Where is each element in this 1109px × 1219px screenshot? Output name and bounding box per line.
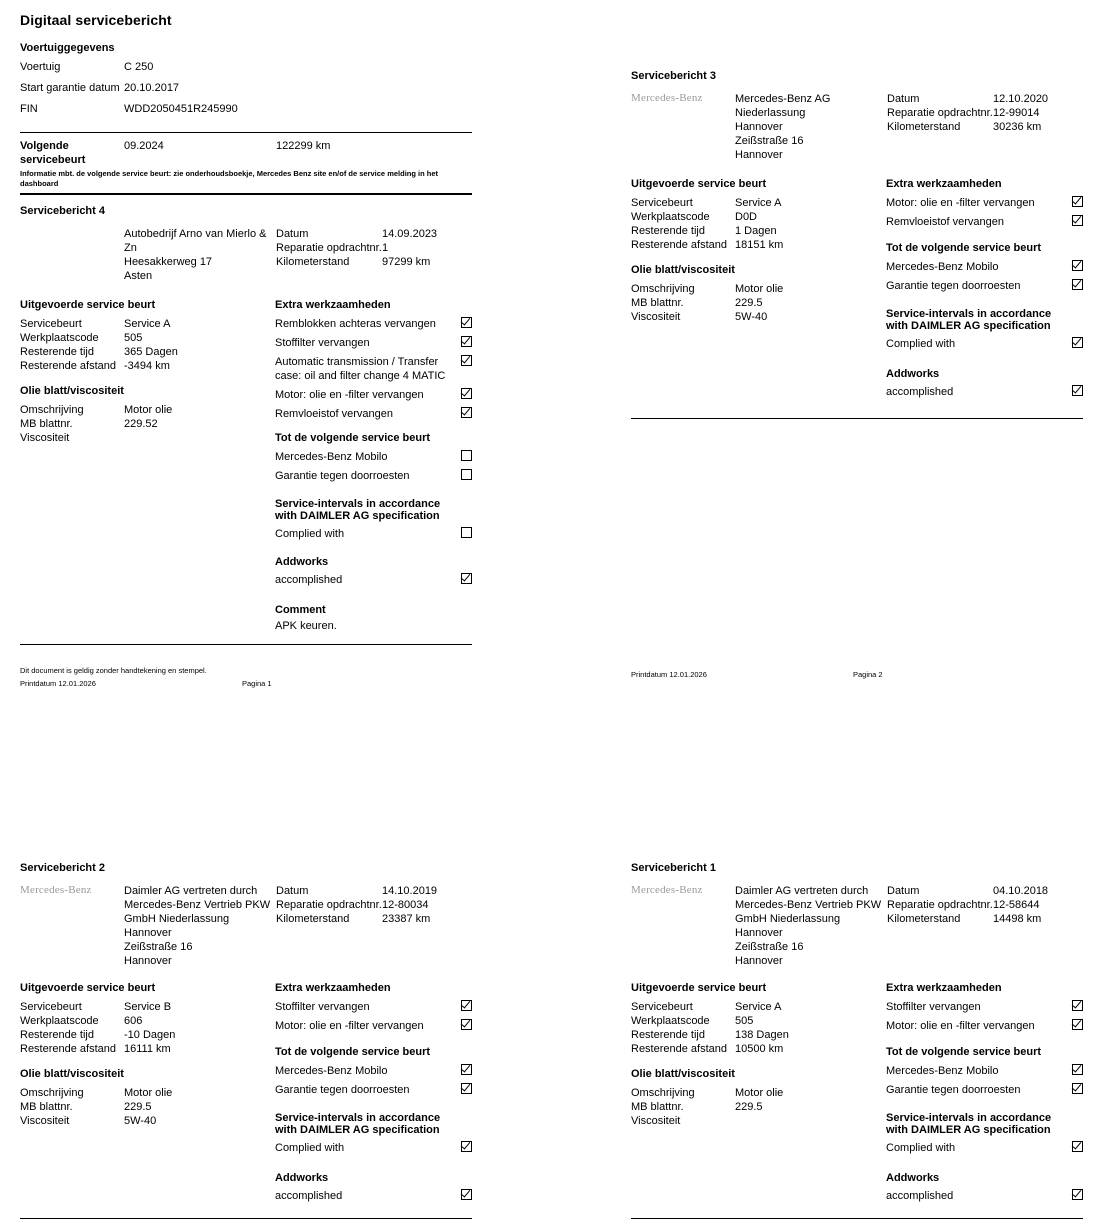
until-next-label: Mercedes-Benz Mobilo bbox=[275, 1065, 388, 1077]
report-2-heading: Servicebericht 2 bbox=[20, 862, 105, 874]
checkbox-checked[interactable] bbox=[1072, 215, 1083, 226]
report-1-oil-sheet: 229.5 bbox=[735, 1101, 763, 1113]
report-1-remaining-distance: 10500 km bbox=[735, 1043, 784, 1055]
complied-with-label: Complied with bbox=[275, 528, 345, 540]
report-2 bbox=[20, 862, 472, 1219]
spec-heading: Service-intervals in accordance with DAIMLER AG specification bbox=[886, 1112, 1052, 1136]
oil-description-label: Omschrijving bbox=[631, 1087, 695, 1099]
checkbox-checked[interactable] bbox=[1072, 279, 1083, 290]
until-next-heading: Tot de volgende service beurt bbox=[275, 1046, 431, 1058]
address-line: Mercedes-Benz AG Niederlassung bbox=[735, 93, 831, 119]
report-4-order-no: 1 bbox=[382, 242, 389, 254]
remaining-distance-label: Resterende afstand bbox=[631, 1043, 728, 1055]
until-next-label: Garantie tegen doorroesten bbox=[275, 470, 410, 482]
report-3-header bbox=[631, 92, 1083, 162]
extra-work-item bbox=[275, 1019, 472, 1033]
checkbox-unchecked[interactable] bbox=[461, 527, 472, 538]
report-1-order-no: 12-58644 bbox=[993, 899, 1040, 911]
report-3-odometer: 30236 km bbox=[993, 121, 1042, 133]
report-2-remaining-distance: 16111 km bbox=[124, 1043, 171, 1055]
accomplished-item bbox=[275, 1189, 472, 1203]
service-type-label: Servicebeurt bbox=[20, 1001, 82, 1013]
report-4-date: 14.09.2023 bbox=[382, 228, 438, 240]
extra-work-item bbox=[275, 317, 472, 331]
remaining-distance-label: Resterende afstand bbox=[20, 360, 117, 372]
checkbox-checked[interactable] bbox=[1072, 337, 1083, 348]
validity-note: Dit document is geldig zonder handtekening en stempel. bbox=[20, 666, 207, 675]
address-line: Asten bbox=[124, 270, 153, 282]
checkbox-checked[interactable] bbox=[461, 1083, 472, 1094]
odometer-label: Kilometerstand bbox=[887, 121, 961, 133]
order-no-label: Reparatie opdrachtnr. bbox=[887, 899, 993, 911]
extra-work-label: Remvloeistof vervangen bbox=[275, 408, 394, 420]
page-1-footer bbox=[20, 666, 472, 688]
performed-heading: Uitgevoerde service beurt bbox=[631, 982, 767, 994]
report-1 bbox=[631, 862, 1083, 1219]
remaining-time-label: Resterende tijd bbox=[631, 225, 705, 237]
complied-with-label: Complied with bbox=[886, 338, 956, 350]
checkbox-checked[interactable] bbox=[1072, 1141, 1083, 1152]
remaining-time-label: Resterende tijd bbox=[20, 346, 94, 358]
date-label: Datum bbox=[276, 885, 309, 897]
address-line: Daimler AG vertreten durch bbox=[124, 885, 258, 897]
remaining-distance-label: Resterende afstand bbox=[20, 1043, 117, 1055]
address-line: Mercedes-Benz Vertrieb PKW bbox=[735, 899, 882, 911]
checkbox-unchecked[interactable] bbox=[461, 450, 472, 461]
checkbox-checked[interactable] bbox=[461, 1064, 472, 1075]
checkbox-checked[interactable] bbox=[461, 573, 472, 584]
until-next-heading: Tot de volgende service beurt bbox=[886, 242, 1042, 254]
until-next-heading: Tot de volgende service beurt bbox=[275, 432, 431, 444]
remaining-time-label: Resterende tijd bbox=[20, 1029, 94, 1041]
mb-sheet-label: MB blattnr. bbox=[20, 418, 73, 430]
extra-work-item bbox=[275, 1000, 472, 1014]
service-type-label: Servicebeurt bbox=[631, 1001, 693, 1013]
report-3-address bbox=[735, 92, 887, 162]
divider bbox=[631, 418, 1083, 419]
remaining-time-label: Resterende tijd bbox=[631, 1029, 705, 1041]
report-1-address bbox=[735, 884, 887, 968]
report-1-date: 04.10.2018 bbox=[993, 885, 1049, 897]
viscosity-label: Viscositeit bbox=[20, 432, 70, 444]
report-1-service-type: Service A bbox=[735, 1001, 782, 1013]
report-3-remaining-distance: 18151 km bbox=[735, 239, 784, 251]
report-4-oil-viscosity bbox=[124, 431, 275, 445]
comment-heading: Comment bbox=[275, 604, 326, 616]
oil-description-label: Omschrijving bbox=[20, 1087, 84, 1099]
page-1 bbox=[20, 12, 472, 645]
odometer-label: Kilometerstand bbox=[276, 256, 350, 268]
viscosity-label: Viscositeit bbox=[20, 1115, 70, 1127]
report-4-remaining-distance: -3494 km bbox=[124, 360, 170, 372]
workshop-code-label: Werkplaatscode bbox=[20, 332, 99, 344]
until-next-heading: Tot de volgende service beurt bbox=[886, 1046, 1042, 1058]
spec-heading: Service-intervals in accordance with DAIMLER AG specification bbox=[275, 498, 441, 522]
next-service-row bbox=[20, 139, 472, 167]
next-service-km: 122299 km bbox=[276, 140, 331, 152]
oil-description-label: Omschrijving bbox=[20, 404, 84, 416]
checkbox-checked[interactable] bbox=[1072, 1064, 1083, 1075]
extra-work-label: Stoffilter vervangen bbox=[275, 337, 370, 349]
addworks-heading: Addworks bbox=[886, 368, 940, 380]
extra-work-label: Motor: olie en -filter vervangen bbox=[275, 389, 424, 401]
next-service-note: Informatie mbt. de volgende service beurt: zie onderhoudsboekje, Mercedes Benz site en/of de service melding in het dashboard bbox=[20, 169, 439, 188]
until-next-label: Mercedes-Benz Mobilo bbox=[886, 261, 999, 273]
checkbox-checked[interactable] bbox=[1072, 385, 1083, 396]
viscosity-label: Viscositeit bbox=[631, 311, 681, 323]
checkbox-checked[interactable] bbox=[461, 355, 472, 366]
report-1-heading: Servicebericht 1 bbox=[631, 862, 716, 874]
until-next-label: Garantie tegen doorroesten bbox=[886, 280, 1021, 292]
until-next-label: Mercedes-Benz Mobilo bbox=[886, 1065, 999, 1077]
vehicle-label: Voertuig bbox=[20, 61, 61, 73]
order-no-label: Reparatie opdrachtnr. bbox=[276, 242, 382, 254]
page-number-1: Pagina 1 bbox=[242, 679, 272, 688]
page-2-footer bbox=[631, 670, 1083, 679]
warranty-start-label: Start garantie datum bbox=[20, 82, 120, 94]
fin-value: WDD2050451R245990 bbox=[124, 103, 238, 115]
address-line: Hannover bbox=[735, 121, 783, 133]
service-type-label: Servicebeurt bbox=[631, 197, 693, 209]
accomplished-label: accomplished bbox=[275, 1190, 343, 1202]
oil-heading: Olie blatt/viscositeit bbox=[631, 1068, 735, 1080]
divider bbox=[20, 644, 472, 645]
checkbox-checked[interactable] bbox=[461, 1000, 472, 1011]
extra-work-item bbox=[275, 388, 472, 402]
oil-heading: Olie blatt/viscositeit bbox=[20, 1068, 124, 1080]
checkbox-checked[interactable] bbox=[461, 407, 472, 418]
service-type-label: Servicebeurt bbox=[20, 318, 82, 330]
performed-heading: Uitgevoerde service beurt bbox=[631, 178, 767, 190]
accomplished-label: accomplished bbox=[886, 386, 954, 398]
workshop-code-label: Werkplaatscode bbox=[631, 1015, 710, 1027]
extra-work-item bbox=[275, 336, 472, 350]
mb-sheet-label: MB blattnr. bbox=[20, 1101, 73, 1113]
report-3-service-type: Service A bbox=[735, 197, 782, 209]
report-4-oil-sheet: 229.52 bbox=[124, 418, 158, 430]
checkbox-checked[interactable] bbox=[461, 1141, 472, 1152]
report-1-oil-viscosity bbox=[735, 1114, 886, 1128]
complied-with-item bbox=[886, 337, 1083, 351]
next-service-label: Volgende servicebeurt bbox=[20, 140, 86, 166]
spec-heading: Service-intervals in accordance with DAIMLER AG specification bbox=[886, 308, 1052, 332]
until-next-item bbox=[886, 1083, 1083, 1097]
address-line: Hannover bbox=[735, 149, 783, 161]
addworks-heading: Addworks bbox=[275, 1172, 329, 1184]
odometer-label: Kilometerstand bbox=[887, 913, 961, 925]
report-4-workshop-code: 505 bbox=[124, 332, 143, 344]
oil-heading: Olie blatt/viscositeit bbox=[631, 264, 735, 276]
checkbox-checked[interactable] bbox=[461, 1189, 472, 1200]
until-next-item bbox=[886, 260, 1083, 274]
addworks-heading: Addworks bbox=[275, 556, 329, 568]
report-4-comment: APK keuren. bbox=[275, 620, 337, 632]
performed-heading: Uitgevoerde service beurt bbox=[20, 982, 156, 994]
checkbox-checked[interactable] bbox=[1072, 1019, 1083, 1030]
report-3-remaining-time: 1 Dagen bbox=[735, 225, 777, 237]
report-2-date: 14.10.2019 bbox=[382, 885, 438, 897]
until-next-item bbox=[275, 469, 472, 483]
report-2-oil-viscosity: 5W-40 bbox=[124, 1115, 157, 1127]
fin-label: FIN bbox=[20, 103, 38, 115]
odometer-label: Kilometerstand bbox=[276, 913, 350, 925]
until-next-item bbox=[275, 450, 472, 464]
mercedes-benz-logo: Mercedes-Benz bbox=[631, 92, 703, 104]
print-date-1: Printdatum 12.01.2026 bbox=[20, 679, 96, 688]
warranty-start-value: 20.10.2017 bbox=[124, 82, 180, 94]
report-2-service-type: Service B bbox=[124, 1001, 172, 1013]
until-next-label: Garantie tegen doorroesten bbox=[275, 1084, 410, 1096]
page-title: Digitaal servicebericht bbox=[20, 12, 172, 28]
extra-work-label: Automatic transmission / Transfer case: oil and filter change 4 MATIC bbox=[275, 356, 446, 382]
extra-work-item bbox=[275, 355, 472, 383]
address-line: Hannover bbox=[124, 955, 172, 967]
report-2-address bbox=[124, 884, 276, 968]
report-2-remaining-time: -10 Dagen bbox=[124, 1029, 176, 1041]
until-next-item bbox=[886, 279, 1083, 293]
report-1-oil-description: Motor olie bbox=[735, 1087, 784, 1099]
addworks-heading: Addworks bbox=[886, 1172, 940, 1184]
vehicle-row bbox=[20, 102, 472, 116]
address-line: GmbH Niederlassung Hannover bbox=[124, 913, 230, 939]
extra-heading: Extra werkzaamheden bbox=[886, 982, 1002, 994]
extra-work-label: Motor: olie en -filter vervangen bbox=[275, 1020, 424, 1032]
until-next-label: Garantie tegen doorroesten bbox=[886, 1084, 1021, 1096]
extra-work-label: Stoffilter vervangen bbox=[275, 1001, 370, 1013]
order-no-label: Reparatie opdrachtnr. bbox=[276, 899, 382, 911]
print-date-2: Printdatum 12.01.2026 bbox=[631, 670, 707, 679]
address-line: GmbH Niederlassung Hannover bbox=[735, 913, 841, 939]
date-label: Datum bbox=[887, 885, 920, 897]
extra-work-item bbox=[275, 407, 472, 421]
report-3-heading: Servicebericht 3 bbox=[631, 70, 716, 82]
complied-with-item bbox=[275, 527, 472, 541]
extra-work-label: Remblokken achteras vervangen bbox=[275, 318, 436, 330]
accomplished-item bbox=[275, 573, 472, 587]
report-1-remaining-time: 138 Dagen bbox=[735, 1029, 789, 1041]
viscosity-label: Viscositeit bbox=[631, 1115, 681, 1127]
extra-work-item bbox=[886, 1000, 1083, 1014]
workshop-code-label: Werkplaatscode bbox=[20, 1015, 99, 1027]
mb-sheet-label: MB blattnr. bbox=[631, 297, 684, 309]
report-4-address bbox=[124, 227, 276, 283]
extra-heading: Extra werkzaamheden bbox=[886, 178, 1002, 190]
address-line: Autobedrijf Arno van Mierlo & Zn bbox=[124, 228, 267, 254]
accomplished-item bbox=[886, 385, 1083, 399]
checkbox-unchecked[interactable] bbox=[461, 469, 472, 480]
extra-work-item bbox=[886, 215, 1083, 229]
address-line: Hannover bbox=[735, 955, 783, 967]
order-no-label: Reparatie opdrachtnr. bbox=[887, 107, 993, 119]
address-line: Daimler AG vertreten durch bbox=[735, 885, 869, 897]
next-service-date: 09.2024 bbox=[124, 140, 164, 152]
report-4-odometer: 97299 km bbox=[382, 256, 431, 268]
extra-heading: Extra werkzaamheden bbox=[275, 982, 391, 994]
vehicle-value: C 250 bbox=[124, 61, 154, 73]
until-next-label: Mercedes-Benz Mobilo bbox=[275, 451, 388, 463]
date-label: Datum bbox=[887, 93, 920, 105]
report-2-order-no: 12-80034 bbox=[382, 899, 429, 911]
extra-work-label: Stoffilter vervangen bbox=[886, 1001, 981, 1013]
report-2-header bbox=[20, 884, 472, 968]
address-line: Zeißstraße 16 bbox=[124, 941, 193, 953]
complied-with-item bbox=[275, 1141, 472, 1155]
report-2-oil-sheet: 229.5 bbox=[124, 1101, 152, 1113]
report-2-odometer: 23387 km bbox=[382, 913, 431, 925]
extra-heading: Extra werkzaamheden bbox=[275, 299, 391, 311]
report-1-header bbox=[631, 884, 1083, 968]
accomplished-label: accomplished bbox=[886, 1190, 954, 1202]
extra-work-label: Motor: olie en -filter vervangen bbox=[886, 1020, 1035, 1032]
extra-work-label: Remvloeistof vervangen bbox=[886, 216, 1005, 228]
address-line: Heesakkerweg 17 bbox=[124, 256, 213, 268]
checkbox-checked[interactable] bbox=[461, 388, 472, 399]
vehicle-row bbox=[20, 60, 472, 74]
checkbox-checked[interactable] bbox=[1072, 260, 1083, 271]
mercedes-benz-logo: Mercedes-Benz bbox=[20, 884, 92, 896]
report-3-workshop-code: D0D bbox=[735, 211, 758, 223]
report-3-order-no: 12-99014 bbox=[993, 107, 1040, 119]
accomplished-label: accomplished bbox=[275, 574, 343, 586]
extra-work-label: Motor: olie en -filter vervangen bbox=[886, 197, 1035, 209]
report-4-oil-description: Motor olie bbox=[124, 404, 173, 416]
checkbox-checked[interactable] bbox=[461, 317, 472, 328]
report-3-date: 12.10.2020 bbox=[993, 93, 1049, 105]
report-2-oil-description: Motor olie bbox=[124, 1087, 173, 1099]
report-4-remaining-time: 365 Dagen bbox=[124, 346, 178, 358]
until-next-item bbox=[275, 1064, 472, 1078]
complied-with-item bbox=[886, 1141, 1083, 1155]
mb-sheet-label: MB blattnr. bbox=[631, 1101, 684, 1113]
until-next-item bbox=[275, 1083, 472, 1097]
performed-heading: Uitgevoerde service beurt bbox=[20, 299, 156, 311]
extra-work-item bbox=[886, 1019, 1083, 1033]
report-3 bbox=[631, 70, 1083, 419]
remaining-distance-label: Resterende afstand bbox=[631, 239, 728, 251]
extra-work-item bbox=[886, 196, 1083, 210]
report-3-oil-description: Motor olie bbox=[735, 283, 784, 295]
vehicle-section-heading: Voertuiggegevens bbox=[20, 42, 115, 54]
report-2-workshop-code: 606 bbox=[124, 1015, 143, 1027]
report-4-header bbox=[20, 227, 472, 283]
address-line: Mercedes-Benz Vertrieb PKW bbox=[124, 899, 271, 911]
checkbox-checked[interactable] bbox=[1072, 196, 1083, 207]
oil-description-label: Omschrijving bbox=[631, 283, 695, 295]
report-3-oil-sheet: 229.5 bbox=[735, 297, 763, 309]
checkbox-checked[interactable] bbox=[461, 1019, 472, 1030]
accomplished-item bbox=[886, 1189, 1083, 1203]
address-line: Zeißstraße 16 bbox=[735, 941, 804, 953]
complied-with-label: Complied with bbox=[886, 1142, 956, 1154]
complied-with-label: Complied with bbox=[275, 1142, 345, 1154]
date-label: Datum bbox=[276, 228, 309, 240]
spec-heading: Service-intervals in accordance with DAIMLER AG specification bbox=[275, 1112, 441, 1136]
checkbox-checked[interactable] bbox=[461, 336, 472, 347]
oil-heading: Olie blatt/viscositeit bbox=[20, 385, 124, 397]
mercedes-benz-logo: Mercedes-Benz bbox=[631, 884, 703, 896]
vehicle-row bbox=[20, 81, 472, 95]
report-4-service-type: Service A bbox=[124, 318, 171, 330]
until-next-item bbox=[886, 1064, 1083, 1078]
address-line: Zeißstraße 16 bbox=[735, 135, 804, 147]
workshop-code-label: Werkplaatscode bbox=[631, 211, 710, 223]
report-3-oil-viscosity: 5W-40 bbox=[735, 311, 768, 323]
report-1-workshop-code: 505 bbox=[735, 1015, 754, 1027]
checkbox-checked[interactable] bbox=[1072, 1083, 1083, 1094]
checkbox-checked[interactable] bbox=[1072, 1000, 1083, 1011]
page-number-2: Pagina 2 bbox=[853, 670, 883, 679]
checkbox-checked[interactable] bbox=[1072, 1189, 1083, 1200]
report-4-heading: Servicebericht 4 bbox=[20, 205, 105, 217]
report-1-odometer: 14498 km bbox=[993, 913, 1042, 925]
